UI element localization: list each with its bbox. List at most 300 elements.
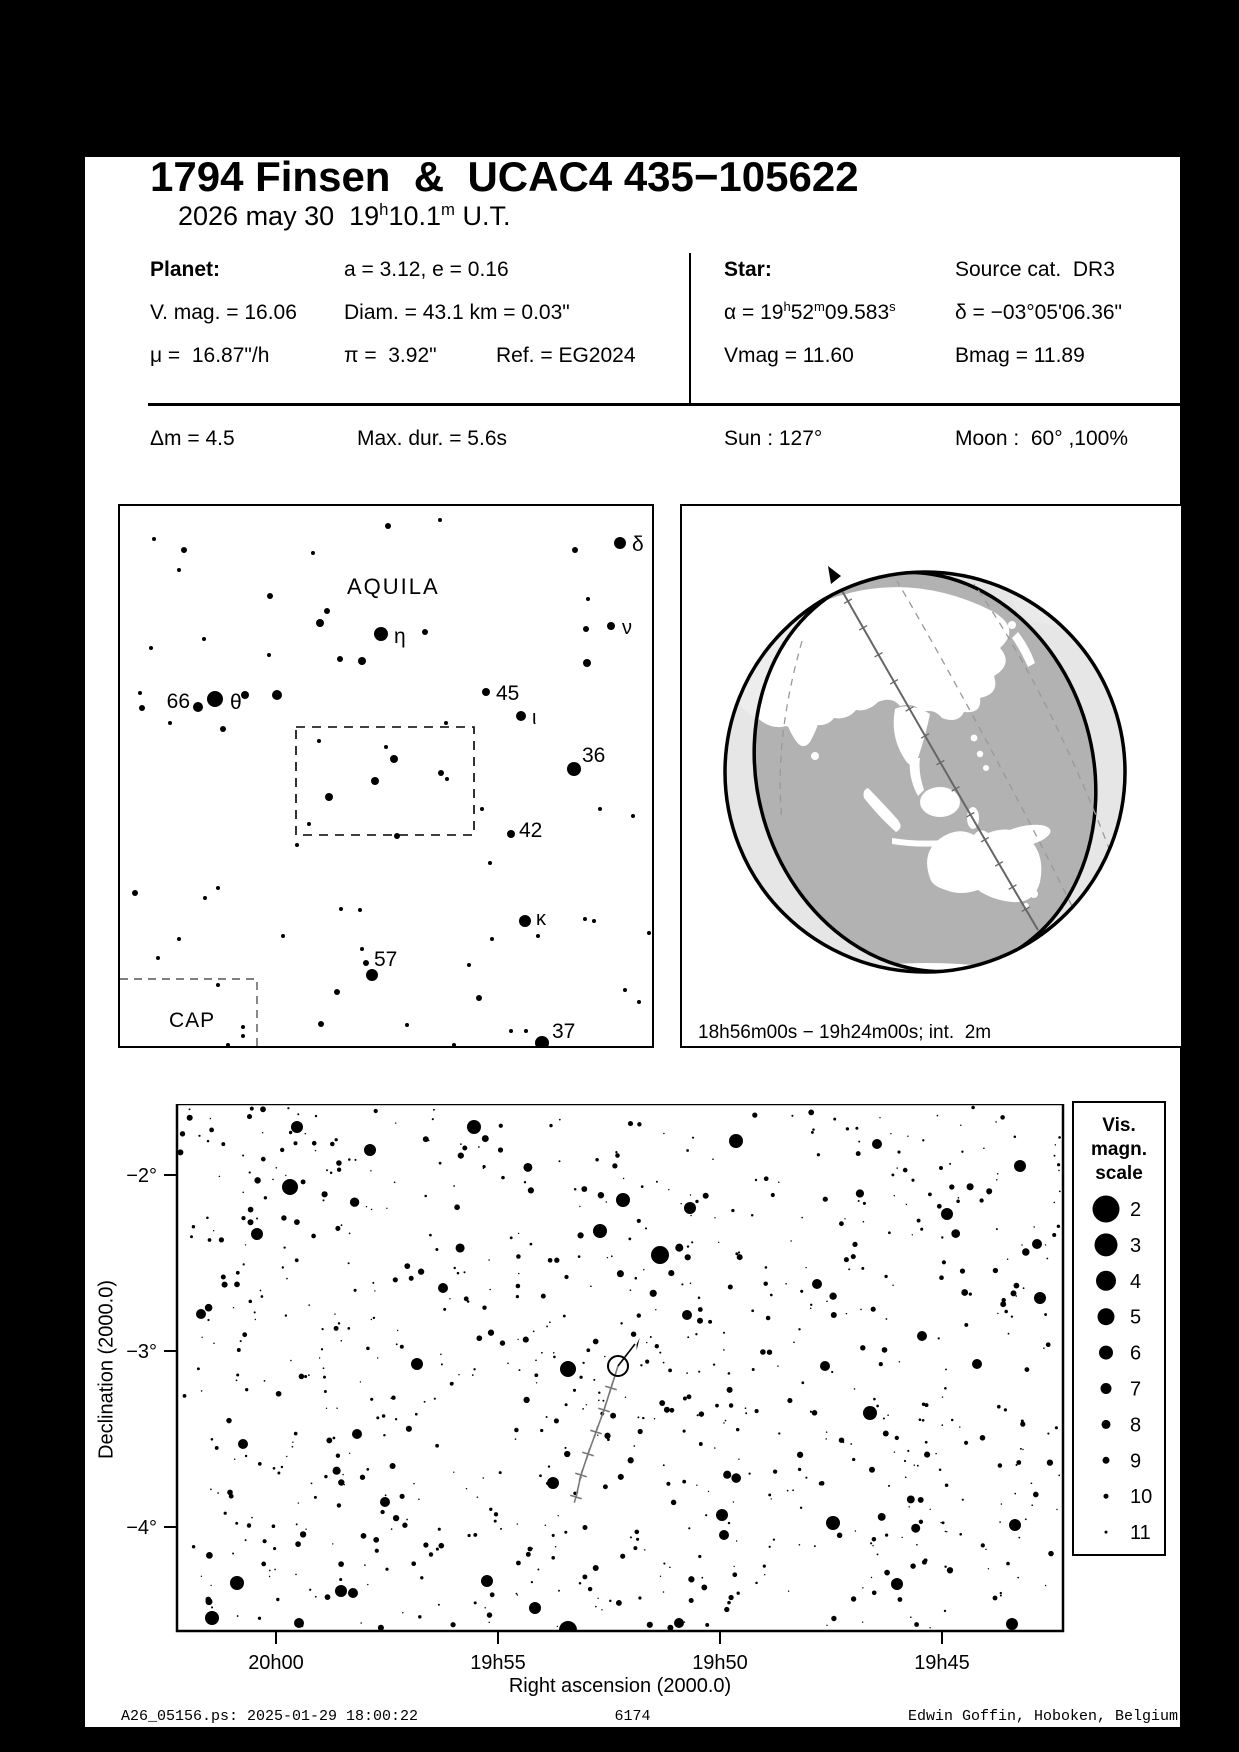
star-dot bbox=[958, 1197, 960, 1199]
star-dot bbox=[899, 1361, 901, 1363]
star-dot bbox=[339, 1578, 342, 1581]
star-dot bbox=[751, 1309, 754, 1312]
star-dot bbox=[598, 1192, 604, 1198]
star-dot bbox=[956, 1200, 960, 1204]
star-dot bbox=[324, 1390, 327, 1393]
star-dot bbox=[852, 1242, 857, 1247]
star-dot bbox=[490, 937, 494, 941]
date-part: U.T. bbox=[454, 201, 511, 231]
star-dot bbox=[371, 1319, 372, 1320]
star-dot bbox=[723, 1332, 725, 1334]
star-dot bbox=[307, 822, 311, 826]
star-dot bbox=[422, 629, 428, 635]
star-dot bbox=[371, 777, 379, 785]
star-dot bbox=[825, 1438, 827, 1440]
star-dot bbox=[771, 1193, 775, 1197]
star-dot bbox=[1016, 1460, 1021, 1465]
footer-filename: A26_05156.ps: 2025-01-29 18:00:22 bbox=[121, 1708, 419, 1725]
star-dot bbox=[664, 1407, 670, 1413]
star-dot bbox=[942, 1521, 945, 1524]
star-dot bbox=[593, 1565, 599, 1571]
star-dot bbox=[778, 1432, 780, 1434]
star-dot bbox=[944, 1387, 947, 1390]
bright-star-dot bbox=[438, 1283, 448, 1293]
star-dot bbox=[241, 691, 249, 699]
star-dot bbox=[264, 1196, 267, 1199]
star-dot bbox=[643, 1269, 644, 1270]
constellation-label-aquila: AQUILA bbox=[347, 574, 440, 599]
star-dot bbox=[1033, 1492, 1039, 1498]
star-dot bbox=[690, 1194, 691, 1195]
star-dot bbox=[752, 1368, 755, 1371]
star-dot bbox=[873, 1398, 876, 1401]
star-dot bbox=[937, 1204, 942, 1209]
legend-label-mag-6: 6 bbox=[1130, 1342, 1142, 1365]
star-dot bbox=[884, 1275, 887, 1278]
star-dot bbox=[671, 1500, 676, 1505]
star-dot bbox=[363, 960, 369, 966]
star-dot bbox=[404, 1263, 410, 1269]
star-dot bbox=[255, 1319, 256, 1320]
star-dot bbox=[689, 1598, 694, 1603]
star-dot bbox=[593, 1339, 599, 1345]
globe-caption: 18h56m00s − 19h24m00s; int. 2m bbox=[698, 1022, 992, 1043]
star-dot bbox=[663, 1464, 665, 1466]
star-dot bbox=[282, 1266, 284, 1268]
star-dot bbox=[390, 1463, 396, 1469]
star-dot bbox=[586, 1348, 590, 1352]
star-dot bbox=[675, 1244, 683, 1252]
star-dot bbox=[1045, 1244, 1046, 1245]
bright-star-dot bbox=[812, 1279, 822, 1289]
star-dot bbox=[458, 1152, 464, 1158]
star-dot bbox=[1058, 1475, 1060, 1477]
star-dot bbox=[558, 1590, 560, 1592]
star-dot bbox=[1031, 1504, 1033, 1506]
star-dot bbox=[922, 1402, 926, 1406]
star-dot bbox=[714, 1447, 716, 1449]
star-dot bbox=[951, 1229, 960, 1238]
star-dot bbox=[708, 1320, 712, 1324]
star-dot bbox=[373, 1537, 379, 1543]
star-dot bbox=[445, 777, 449, 781]
star-dot bbox=[916, 1544, 918, 1546]
star-dot bbox=[326, 1169, 328, 1171]
star-dot bbox=[391, 1396, 395, 1400]
star-dot bbox=[1043, 1347, 1045, 1349]
alpha-sup-s: s bbox=[889, 299, 896, 314]
star-dot bbox=[402, 1523, 407, 1528]
star-dot bbox=[876, 1405, 879, 1408]
star-dot bbox=[604, 1433, 610, 1439]
star-dot bbox=[482, 688, 490, 696]
star-dot bbox=[993, 1268, 998, 1273]
star-dot bbox=[1023, 1287, 1025, 1289]
star-dot bbox=[581, 1186, 587, 1192]
star-dot bbox=[518, 1273, 519, 1274]
star-dot bbox=[668, 1189, 669, 1190]
star-dot bbox=[438, 518, 442, 522]
star-dot bbox=[283, 1246, 285, 1248]
star-dot bbox=[736, 1428, 739, 1431]
star-dot bbox=[488, 861, 492, 865]
star-dot bbox=[546, 1416, 548, 1418]
star-dot bbox=[370, 1398, 373, 1401]
star-dot bbox=[888, 1231, 891, 1234]
star-dot bbox=[558, 1515, 559, 1516]
star-label-theta: θ bbox=[230, 691, 242, 714]
star-dot bbox=[800, 1290, 803, 1293]
star-dot bbox=[336, 1454, 340, 1458]
star-dot bbox=[831, 1616, 836, 1621]
star-dot bbox=[663, 1591, 665, 1593]
star-dot bbox=[335, 1138, 338, 1141]
star-dot bbox=[640, 1364, 642, 1366]
star-dot bbox=[193, 702, 203, 712]
star-dot bbox=[312, 1141, 317, 1146]
star-dot bbox=[247, 1114, 252, 1119]
star-dot bbox=[339, 907, 343, 911]
star-dot bbox=[737, 1592, 740, 1595]
star-dot bbox=[755, 1409, 759, 1413]
star-dot bbox=[321, 1348, 323, 1350]
star-dot bbox=[871, 1577, 872, 1578]
star-dot bbox=[1055, 1144, 1056, 1145]
star-dot bbox=[942, 1396, 943, 1397]
star-dot bbox=[949, 1184, 954, 1189]
planet-maxdur: Max. dur. = 5.6s bbox=[357, 427, 507, 450]
star-dot bbox=[480, 807, 484, 811]
ra-tick-label: 19h50 bbox=[692, 1652, 748, 1671]
star-dot bbox=[985, 1549, 986, 1550]
star-dot bbox=[314, 1496, 317, 1499]
star-dot bbox=[879, 1117, 880, 1118]
star-dot bbox=[745, 1407, 747, 1409]
star-dot bbox=[516, 1593, 518, 1595]
star-dot bbox=[752, 1112, 757, 1117]
star-dot bbox=[810, 1304, 812, 1306]
star-dot bbox=[156, 956, 160, 960]
star-dot bbox=[616, 1600, 622, 1606]
bright-star-dot bbox=[294, 1618, 304, 1628]
star-dot bbox=[1054, 1155, 1056, 1157]
star-dot bbox=[1002, 1298, 1006, 1302]
star-label-kappa: κ bbox=[536, 908, 546, 930]
star-dot bbox=[698, 1296, 701, 1299]
star-dot bbox=[285, 1314, 287, 1316]
star-dot bbox=[499, 1471, 502, 1474]
star-dot bbox=[242, 1192, 244, 1194]
star-dot bbox=[189, 1108, 191, 1110]
star-dot bbox=[213, 1230, 214, 1231]
track-arrowhead bbox=[828, 566, 841, 584]
bright-star-dot bbox=[1014, 1160, 1026, 1172]
star-dot bbox=[666, 1482, 670, 1486]
star-dot bbox=[738, 1459, 739, 1460]
star-bmag: Bmag = 11.89 bbox=[955, 344, 1085, 367]
star-dot bbox=[887, 1414, 889, 1416]
star-dot bbox=[341, 1224, 343, 1226]
star-dot bbox=[598, 1391, 600, 1393]
star-dot bbox=[219, 1176, 221, 1178]
star-dot bbox=[583, 659, 591, 667]
star-dot bbox=[305, 1528, 306, 1529]
star-dot bbox=[248, 1219, 254, 1225]
star-dot bbox=[996, 1179, 998, 1181]
star-dot bbox=[301, 1179, 306, 1184]
star-dot bbox=[323, 1367, 325, 1369]
star-dot bbox=[564, 1275, 568, 1279]
star-dot bbox=[394, 1181, 396, 1183]
star-dot bbox=[586, 1404, 587, 1405]
star-dot bbox=[207, 691, 223, 707]
star-dot bbox=[805, 1477, 807, 1479]
legend-dot-mag-4 bbox=[1096, 1271, 1116, 1291]
star-dot bbox=[386, 1208, 387, 1209]
star-dot bbox=[241, 1216, 245, 1220]
star-dot bbox=[860, 1309, 862, 1311]
star-dot bbox=[944, 1610, 946, 1612]
star-dot bbox=[236, 1373, 239, 1376]
star-dot bbox=[516, 1284, 521, 1289]
bright-star-dot bbox=[560, 1361, 576, 1377]
star-dot bbox=[817, 1153, 820, 1156]
star-dot bbox=[595, 1158, 598, 1161]
star-dot bbox=[234, 1282, 240, 1288]
star-dot bbox=[872, 1590, 877, 1595]
star-vmag: Vmag = 11.60 bbox=[724, 344, 854, 367]
star-dot bbox=[633, 1445, 635, 1447]
star-dot bbox=[1056, 1509, 1057, 1510]
legend-dot-mag-9 bbox=[1103, 1457, 1110, 1464]
constellation-label-cap: CAP bbox=[169, 1009, 216, 1032]
star-dot bbox=[642, 1417, 644, 1419]
star-dot bbox=[453, 1472, 454, 1473]
star-dot bbox=[385, 1568, 388, 1571]
bright-star-dot bbox=[348, 1588, 358, 1598]
star-dot bbox=[871, 1307, 876, 1312]
star-dot bbox=[411, 1561, 416, 1566]
star-dot bbox=[326, 1408, 327, 1409]
star-dot bbox=[276, 1598, 279, 1601]
star-dot bbox=[354, 1289, 357, 1292]
star-dot bbox=[993, 1596, 998, 1601]
star-dot bbox=[287, 1107, 289, 1109]
star-dot bbox=[997, 1313, 998, 1314]
star-dot bbox=[423, 1542, 428, 1547]
legend-dot-mag-8 bbox=[1102, 1420, 1111, 1429]
alpha-part: α = 19 bbox=[724, 301, 784, 324]
star-dot bbox=[267, 593, 273, 599]
star-dot bbox=[494, 1520, 497, 1523]
star-dot bbox=[380, 1510, 384, 1514]
planet-mu: μ = 16.87"/h bbox=[150, 344, 270, 367]
star-dot bbox=[298, 1502, 299, 1503]
star-dot bbox=[507, 1363, 509, 1365]
star-dot bbox=[912, 1234, 913, 1235]
star-dot bbox=[449, 1298, 450, 1299]
star-dot bbox=[367, 1584, 368, 1585]
star-dot bbox=[961, 1289, 968, 1296]
star-dot bbox=[869, 1467, 875, 1473]
star-dot bbox=[798, 1328, 800, 1330]
star-dot bbox=[572, 547, 578, 553]
legend-title-line: magn. bbox=[1091, 1139, 1147, 1160]
star-dot bbox=[371, 1209, 372, 1210]
sky-chart-frame bbox=[177, 1104, 1063, 1631]
bright-star-dot bbox=[380, 1497, 390, 1507]
star-dot bbox=[385, 1494, 387, 1496]
star-dot bbox=[325, 1594, 331, 1600]
star-dot bbox=[698, 1555, 701, 1558]
star-dot bbox=[663, 1563, 665, 1565]
date-line bbox=[178, 201, 511, 232]
star-dot bbox=[656, 1181, 658, 1183]
star-dot bbox=[598, 807, 602, 811]
star-dot bbox=[383, 1434, 385, 1436]
star-dot bbox=[611, 1255, 613, 1257]
star-dot bbox=[349, 1453, 350, 1454]
star-dot bbox=[682, 1480, 686, 1484]
legend-dot-mag-3 bbox=[1095, 1233, 1118, 1256]
legend-label-mag-11: 11 bbox=[1130, 1522, 1151, 1545]
star-dot bbox=[350, 1198, 359, 1207]
star-dot bbox=[766, 1316, 771, 1321]
star-dot bbox=[670, 1408, 675, 1413]
star-dot bbox=[333, 1437, 336, 1440]
star-dot bbox=[297, 1113, 299, 1115]
star-dot bbox=[641, 1185, 644, 1188]
star-dot bbox=[731, 1473, 741, 1483]
star-dot bbox=[523, 1397, 529, 1403]
star-dot bbox=[764, 1574, 765, 1575]
bright-star-dot bbox=[205, 1611, 219, 1625]
moon-elongation: Moon : 60° ,100% bbox=[955, 427, 1129, 450]
star-dot bbox=[484, 1607, 486, 1609]
star-dot bbox=[718, 1242, 719, 1243]
star-dot bbox=[723, 1471, 731, 1479]
star-dot bbox=[418, 1615, 421, 1618]
star-dot bbox=[645, 1227, 647, 1229]
bright-star-dot bbox=[729, 1134, 743, 1148]
star-dot bbox=[604, 1356, 606, 1358]
star-dot bbox=[342, 1474, 343, 1475]
star-dot bbox=[377, 1357, 378, 1358]
star-dot bbox=[919, 1418, 922, 1421]
star-dot bbox=[922, 1419, 925, 1422]
star-dot bbox=[524, 1029, 528, 1033]
star-dot bbox=[879, 1362, 883, 1366]
dec-tick-label: −3° bbox=[126, 1341, 157, 1363]
bright-star-dot bbox=[282, 1179, 298, 1195]
star-dot bbox=[438, 770, 444, 776]
star-dot bbox=[336, 1407, 337, 1408]
star-dot bbox=[517, 1523, 518, 1524]
star-dot bbox=[883, 1431, 889, 1437]
star-dot bbox=[330, 1172, 333, 1175]
star-dot bbox=[402, 1612, 403, 1613]
star-dot bbox=[251, 1517, 253, 1519]
star-dot bbox=[205, 1304, 213, 1312]
star-dot bbox=[418, 1269, 424, 1275]
star-dot bbox=[692, 1137, 694, 1139]
star-dot bbox=[628, 1457, 634, 1463]
star-dot bbox=[424, 1195, 427, 1198]
star-dot bbox=[614, 537, 626, 549]
star-dot bbox=[701, 1577, 703, 1579]
star-dot bbox=[476, 995, 482, 1001]
sky-chart bbox=[113, 1104, 1079, 1671]
star-dot bbox=[322, 1191, 328, 1197]
star-dot bbox=[1001, 1503, 1003, 1505]
star-dot bbox=[210, 1489, 212, 1491]
star-dot bbox=[583, 626, 589, 632]
star-dot bbox=[728, 1372, 731, 1375]
star-dot bbox=[748, 1472, 750, 1474]
star-dot bbox=[606, 1201, 608, 1203]
star-dot bbox=[473, 1368, 475, 1370]
star-dot bbox=[930, 1509, 931, 1510]
star-dot bbox=[439, 1543, 445, 1549]
star-dot bbox=[737, 1254, 743, 1260]
star-dot bbox=[321, 1328, 323, 1330]
star-dot bbox=[315, 1150, 316, 1151]
bright-star-dot bbox=[719, 1530, 729, 1540]
bright-star-dot bbox=[251, 1228, 263, 1240]
star-dot bbox=[630, 1536, 632, 1538]
star-dot bbox=[400, 1494, 405, 1499]
star-dot bbox=[319, 1357, 320, 1358]
star-dot bbox=[695, 1200, 698, 1203]
star-dot bbox=[1000, 1115, 1005, 1120]
star-dot bbox=[907, 1136, 908, 1137]
star-dot bbox=[183, 1394, 187, 1398]
sky-chart-x-label: Right ascension (2000.0) bbox=[508, 1675, 732, 1697]
star-dot bbox=[964, 1441, 968, 1445]
star-dot bbox=[516, 1561, 521, 1566]
star-dot bbox=[894, 1452, 895, 1453]
info-divider bbox=[689, 253, 691, 403]
star-dot bbox=[254, 1311, 256, 1313]
star-dot bbox=[810, 1308, 812, 1310]
star-dot bbox=[805, 1267, 806, 1268]
star-dot bbox=[792, 1489, 794, 1491]
star-dot bbox=[334, 1313, 335, 1314]
star-dot bbox=[631, 1332, 636, 1337]
star-dot bbox=[235, 1522, 238, 1525]
bright-star-dot bbox=[872, 1139, 882, 1149]
star-dot bbox=[1022, 1449, 1023, 1450]
bright-star-dot bbox=[230, 1576, 244, 1590]
star-dot bbox=[638, 1429, 643, 1434]
legend-dot-mag-6 bbox=[1099, 1346, 1113, 1360]
star-dot bbox=[552, 1534, 555, 1537]
star-dot bbox=[593, 1379, 595, 1381]
star-dot bbox=[384, 745, 388, 749]
star-dot bbox=[987, 1191, 991, 1195]
star-dot bbox=[250, 1107, 254, 1111]
star-dot bbox=[400, 1345, 404, 1349]
star-dot bbox=[192, 1225, 195, 1228]
star-dot bbox=[1011, 1290, 1017, 1296]
star-dot bbox=[375, 1549, 379, 1553]
star-dot bbox=[514, 1428, 518, 1432]
star-dot bbox=[686, 1149, 689, 1152]
star-dot bbox=[152, 537, 156, 541]
star-dot bbox=[349, 1233, 351, 1235]
star-dot bbox=[712, 1158, 714, 1160]
star-dot bbox=[852, 1458, 855, 1461]
